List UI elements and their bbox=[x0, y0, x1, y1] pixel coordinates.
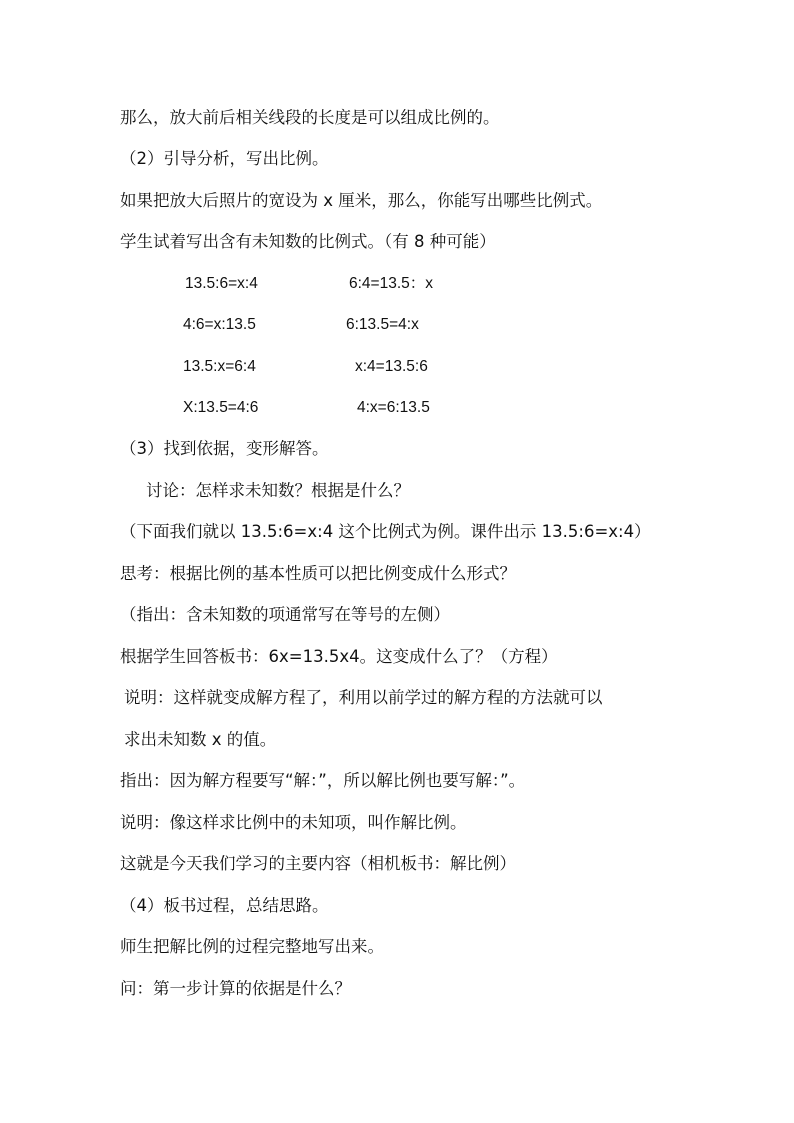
proportion-equation: 13.5:6=x:4 bbox=[185, 275, 258, 292]
proportion-equation: 6:13.5=4:x bbox=[346, 316, 419, 333]
paragraph-definition: 说明：像这样求比例中的未知项，叫作解比例。 bbox=[120, 813, 467, 832]
paragraph-student-attempt: 学生试着写出含有未知数的比例式。（有 8 种可能） bbox=[120, 232, 496, 251]
proportion-equation: X:13.5=4:6 bbox=[183, 399, 259, 416]
proportion-equation: 13.5:x=6:4 bbox=[183, 358, 256, 375]
section-heading-2: （2）引导分析，写出比例。 bbox=[120, 149, 329, 168]
proportion-equation: 6:4=13.5：x bbox=[349, 275, 434, 292]
paragraph-main-content: 这就是今天我们学习的主要内容（相机板书：解比例） bbox=[120, 854, 516, 873]
paragraph-discussion: 讨论：怎样求未知数？根据是什么？ bbox=[146, 481, 410, 500]
proportion-equation: 4:x=6:13.5 bbox=[357, 399, 430, 416]
proportion-equation: 4:6=x:13.5 bbox=[183, 316, 256, 333]
paragraph-explanation: 说明：这样就变成解方程了，利用以前学过的解方程的方法就可以 bbox=[124, 688, 603, 707]
section-heading-3: （3）找到依据，变形解答。 bbox=[120, 439, 329, 458]
proportion-equation: x:4=13.5:6 bbox=[355, 358, 428, 375]
paragraph-board-writing: 根据学生回答板书：6x=13.5x4。这变成什么了？（方程） bbox=[120, 647, 558, 666]
section-heading-4: （4）板书过程，总结思路。 bbox=[120, 896, 329, 915]
paragraph-explanation-cont: 求出未知数 x 的值。 bbox=[124, 730, 277, 749]
paragraph-think: 思考：根据比例的基本性质可以把比例变成什么形式？ bbox=[120, 564, 516, 583]
paragraph-question-2: 问：第一步计算的依据是什么？ bbox=[120, 979, 351, 998]
paragraph-process: 师生把解比例的过程完整地写出来。 bbox=[120, 937, 384, 956]
paragraph-example: （下面我们就以 13.5:6=x:4 这个比例式为例。课件出示 13.5:6=x:4） bbox=[120, 522, 651, 541]
paragraph-question: 如果把放大后照片的宽设为 x 厘米，那么，你能写出哪些比例式。 bbox=[120, 191, 603, 210]
paragraph-point-out: （指出：含未知数的项通常写在等号的左侧） bbox=[120, 605, 450, 624]
paragraph-conclusion: 那么，放大前后相关线段的长度是可以组成比例的。 bbox=[120, 108, 500, 127]
paragraph-point-out-2: 指出：因为解方程要写“解：”，所以解比例也要写解：”。 bbox=[120, 771, 526, 790]
